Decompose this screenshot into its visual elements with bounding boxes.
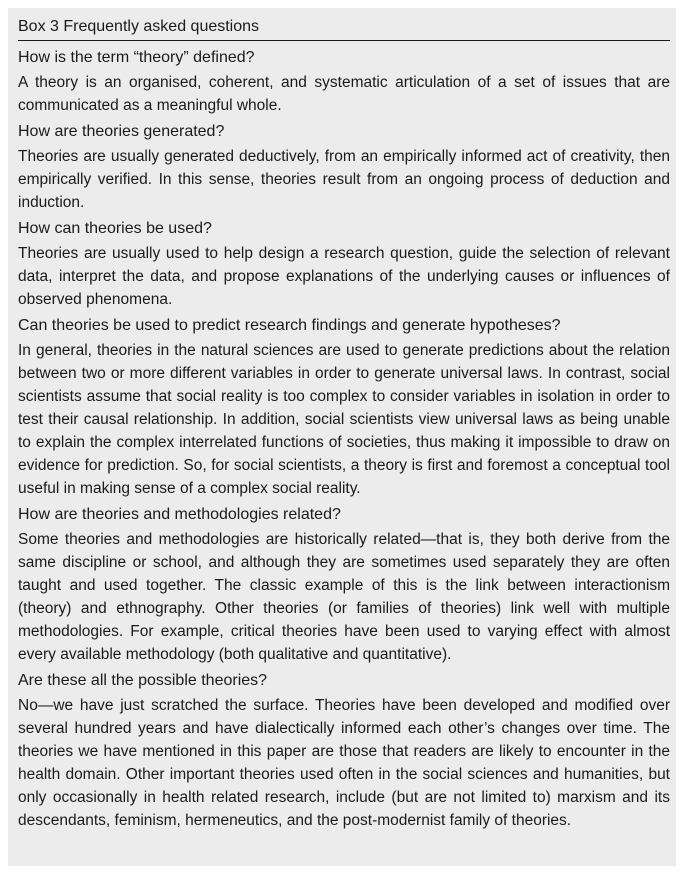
box-title: Box 3 Frequently asked questions (18, 16, 670, 41)
faq-question: How can theories be used? (18, 220, 212, 237)
faq-item (18, 47, 670, 117)
faq-box (8, 8, 676, 866)
faq-question: Are these all the possible theories? (18, 672, 268, 689)
faq-question: How are theories generated? (18, 123, 225, 140)
faq-answer: Theories are usually generated deductively, from an empirically informed act of creativity, then empirically verified. In this sense, theories result from an ongoing process of deduction and induction. (18, 148, 670, 211)
faq-answer: In general, theories in the natural sciences are used to generate predictions about the relation between two or more different variables in order to generate universal laws. In contrast, social scientists assume that social reality is too complex to consider variables in isolation in order to test their causal relationship. In addition, social scientists view universal laws as being unable to explain the complex interrelated functions of societies, thus making it impossible to draw on evidence for prediction. So, for social scientists, a theory is first and foremost a conceptual tool useful in making sense of a complex social reality. (18, 342, 670, 497)
faq-answer: No—we have just scratched the surface. Theories have been developed and modified over several hundred years and have dialectically informed each other’s changes over time. The theories we have mentioned in this paper are those that readers are likely to encounter in the health domain. Other important theories used often in the social sciences and humanities, but only occasionally in health related research, include (but are not limited to) marxism and its descendants, feminism, hermeneutics, and the post-modernist family of theories. (18, 697, 670, 829)
faq-question: How are theories and methodologies related? (18, 506, 341, 523)
faq-item (18, 121, 670, 214)
faq-answer: A theory is an organised, coherent, and systematic articulation of a set of issues that are communicated as a meaningful whole. (18, 74, 670, 114)
faq-item (18, 315, 670, 500)
faq-question: Can theories be used to predict research findings and generate hypotheses? (18, 317, 561, 334)
faq-item (18, 504, 670, 666)
faq-answer: Some theories and methodologies are historically related—that is, they both derive from the same discipline or school, and although they are sometimes used separately they are often taught and used together. The classic example of this is the link between interactionism (theory) and ethnography. Other theories (or families of theories) link well with multiple methodologies. For example, critical theories have been used to varying effect with almost every available methodology (both qualitative and quantitative). (18, 531, 670, 663)
faq-answer: Theories are usually used to help design a research question, guide the selection of relevant data, interpret the data, and propose explanations of the underlying causes or influences of observed phenomena. (18, 245, 670, 308)
faq-item (18, 218, 670, 311)
faq-question: How is the term “theory” defined? (18, 49, 255, 66)
faq-item (18, 670, 670, 832)
